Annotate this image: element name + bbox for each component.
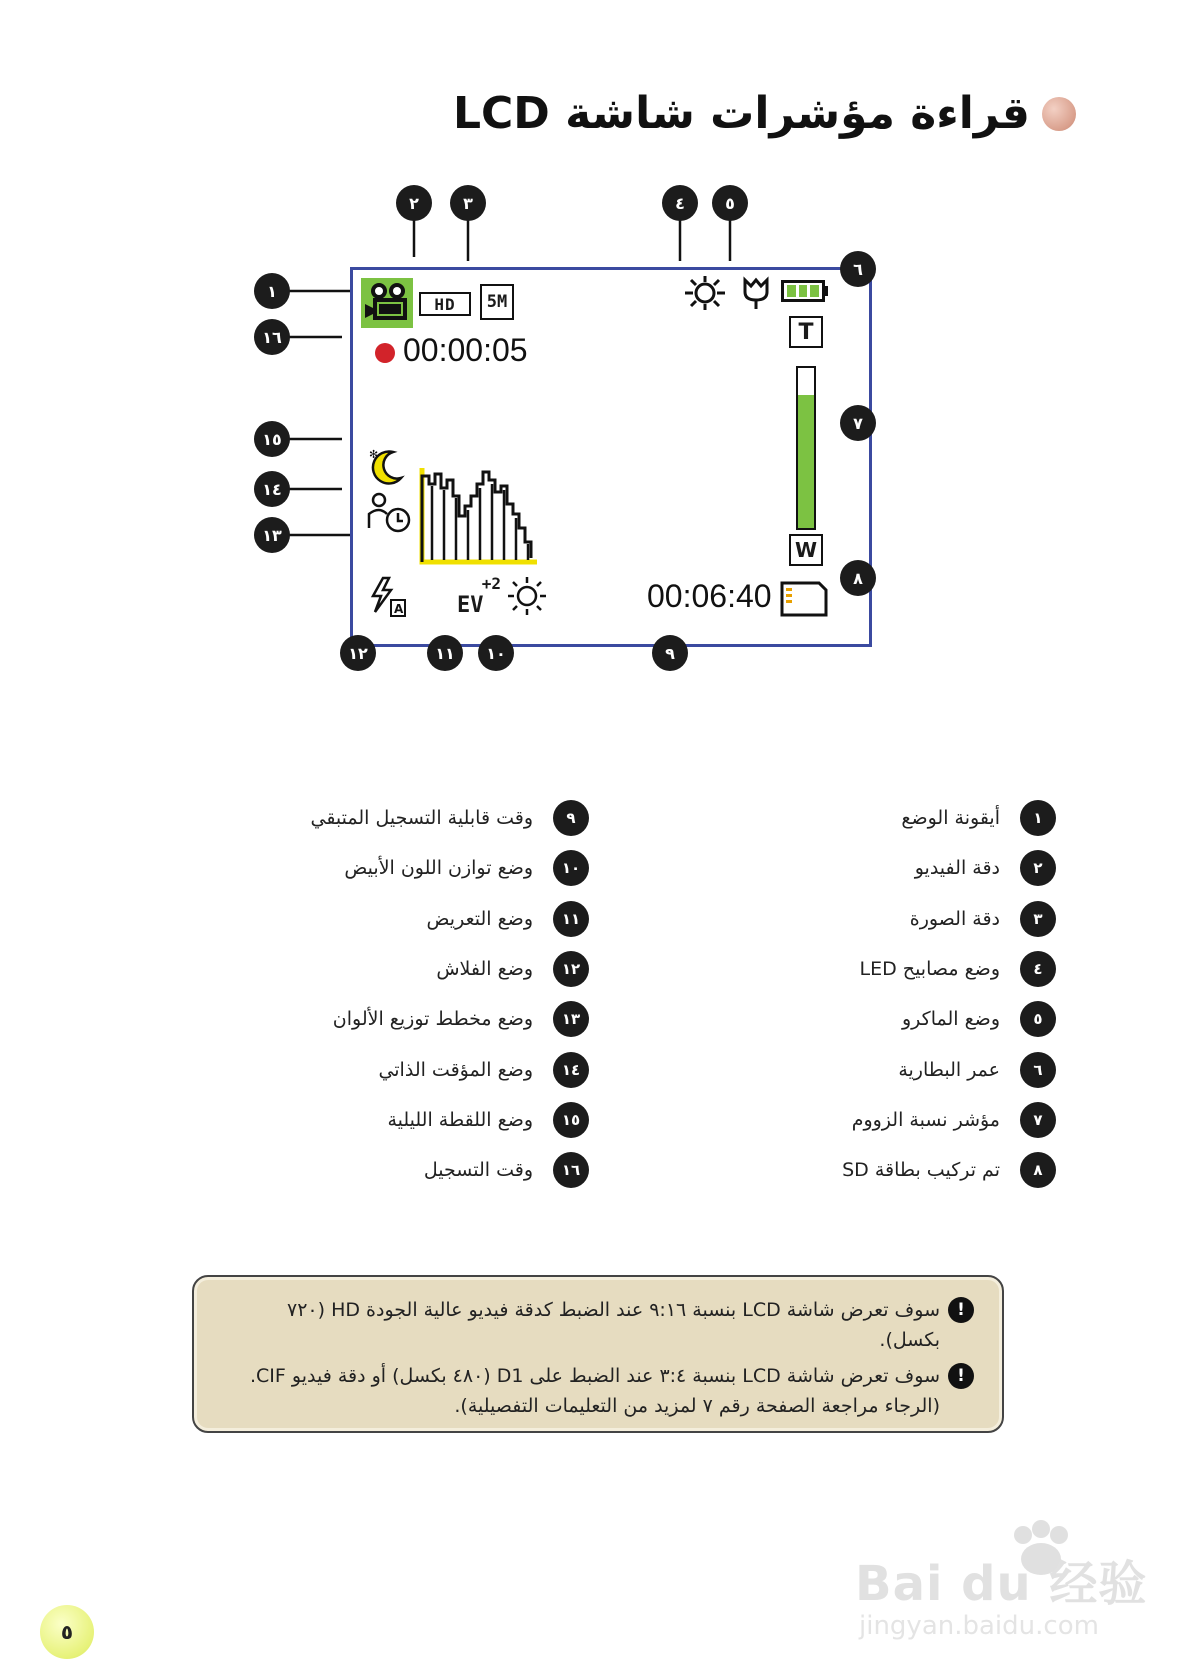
note-2-body [250, 1361, 940, 1421]
legend-label: تم تركيب بطاقة SD [842, 1159, 1000, 1182]
hd-badge [419, 292, 471, 316]
legend-label: دقة الفيديو [914, 857, 1000, 880]
marker-14: ١٤ [254, 471, 290, 507]
legend-item [842, 843, 1056, 893]
legend-label: وضع مخطط توزيع الألوان [332, 1008, 533, 1031]
marker-7: ٧ [840, 405, 876, 441]
legend-label: دقة الصورة [909, 907, 1000, 930]
zoom-tele-label: T [798, 319, 814, 345]
legend-num: ٦ [1020, 1052, 1056, 1088]
zoom-bar [796, 366, 816, 530]
legend-label: وقت التسجيل [423, 1159, 533, 1182]
legend-num: ١١ [553, 901, 589, 937]
legend-label: وضع اللقطة الليلية [387, 1108, 533, 1131]
page-number: ٥ [40, 1605, 94, 1659]
exclamation-icon: ! [948, 1297, 974, 1323]
watermark-url: jingyan.baidu.com [859, 1611, 1099, 1641]
legend-item [842, 1044, 1056, 1094]
lcd-diagram [250, 195, 950, 735]
legend-label: مؤشر نسبة الزووم [851, 1108, 1000, 1131]
battery-tip [823, 286, 828, 296]
legend-num: ١٦ [553, 1152, 589, 1188]
legend-item [842, 1145, 1056, 1195]
legend-num: ٧ [1020, 1102, 1056, 1138]
marker-3: ٣ [450, 185, 486, 221]
zoom-wide-badge [789, 534, 823, 566]
svg-text:✻: ✻ [369, 448, 379, 461]
sd-card-icon [779, 580, 829, 618]
night-moon-icon [365, 446, 405, 488]
legend-label: وضع مصابيح LED [859, 958, 1000, 981]
flash-auto-label: A [394, 602, 404, 616]
watermark-brand: Bai du 经验 [855, 1556, 1148, 1612]
legend-item [842, 1095, 1056, 1145]
legend-label: وقت قابلية التسجيل المتبقي [310, 807, 533, 830]
marker-9: ٩ [652, 635, 688, 671]
legend-item [310, 843, 589, 893]
resolution-label: 5M [486, 292, 508, 312]
legend-label: وضع الماكرو [901, 1008, 1000, 1031]
notes-box [192, 1275, 1004, 1433]
ev-value: +2 [481, 574, 501, 593]
resolution-badge [480, 284, 514, 320]
legend-num: ٨ [1020, 1152, 1056, 1188]
led-light-icon [683, 276, 727, 310]
ev-label: EV [457, 593, 484, 618]
marker-5: ٥ [712, 185, 748, 221]
marker-4: ٤ [662, 185, 698, 221]
legend-num: ١٠ [553, 850, 589, 886]
hd-label: HD [434, 294, 456, 314]
legend-item [842, 944, 1056, 994]
flash-auto-icon [369, 576, 409, 618]
legend-num: ٩ [553, 800, 589, 836]
marker-16: ١٦ [254, 319, 290, 355]
self-timer-icon [365, 492, 413, 536]
zoom-wide-label: W [794, 538, 818, 562]
legend-item [310, 793, 589, 843]
legend-left-column [310, 793, 589, 1195]
legend-num: ٥ [1020, 1001, 1056, 1037]
baidu-watermark [855, 1515, 1148, 1655]
title-bullet-icon [1042, 97, 1076, 131]
battery-icon [781, 280, 825, 302]
video-mode-icon [361, 278, 413, 328]
note-2-text: سوف تعرض شاشة LCD بنسبة ٣:٤ عند الضبط على D1 (٤٨٠ بكسل) أو دقة فيديو CIF. [249, 1365, 940, 1387]
legend-label: عمر البطارية [898, 1058, 1000, 1081]
zoom-tele-badge [789, 316, 823, 348]
legend-num: ١٥ [553, 1102, 589, 1138]
legend-num: ٢ [1020, 850, 1056, 886]
note-1 [222, 1295, 974, 1355]
legend-label: وضع المؤقت الذاتي [378, 1058, 533, 1081]
note-2-subtext: (الرجاء مراجعة الصفحة رقم ٧ لمزيد من التعليمات التفصيلية). [454, 1395, 940, 1417]
marker-1: ١ [254, 273, 290, 309]
marker-15: ١٥ [254, 421, 290, 457]
legend-item [842, 793, 1056, 843]
legend-num: ٤ [1020, 951, 1056, 987]
legend-label: أيقونة الوضع [901, 807, 1000, 830]
record-dot-icon [375, 343, 395, 363]
legend-item [310, 1044, 589, 1094]
marker-12: ١٢ [340, 635, 376, 671]
legend-right-column [842, 793, 1056, 1195]
remaining-time: 00:06:40 [647, 578, 772, 614]
legend-item [310, 1145, 589, 1195]
legend-item [310, 944, 589, 994]
page-title-row [453, 88, 1076, 139]
legend-label: وضع الفلاش [436, 958, 533, 981]
legend-label: وضع توازن اللون الأبيض [344, 857, 533, 880]
exclamation-icon: ! [948, 1363, 974, 1389]
note-1-text: سوف تعرض شاشة LCD بنسبة ٩:١٦ عند الضبط كدقة فيديو عالية الجودة HD (٧٢٠ بكسل). [287, 1299, 940, 1351]
page-title: قراءة مؤشرات شاشة LCD [452, 88, 1030, 139]
legend-num: ١٣ [553, 1001, 589, 1037]
legend-item [310, 1095, 589, 1145]
marker-10: ١٠ [478, 635, 514, 671]
marker-11: ١١ [427, 635, 463, 671]
note-2 [222, 1361, 974, 1421]
marker-6: ٦ [840, 251, 876, 287]
legend-label: وضع التعريض [426, 907, 533, 930]
legend-item [842, 894, 1056, 944]
legend-item [310, 894, 589, 944]
marker-8: ٨ [840, 560, 876, 596]
histogram-icon [419, 466, 541, 566]
legend-item [842, 994, 1056, 1044]
legend-num: ٣ [1020, 901, 1056, 937]
legend-num: ١ [1020, 800, 1056, 836]
white-balance-sun-icon [507, 576, 547, 616]
lcd-screen [350, 267, 872, 647]
marker-13: ١٣ [254, 517, 290, 553]
legend-num: ١٢ [553, 951, 589, 987]
macro-flower-icon [739, 276, 773, 310]
record-time: 00:00:05 [403, 332, 528, 368]
exposure-ev-icon [457, 574, 501, 618]
legend-item [310, 994, 589, 1044]
marker-2: ٢ [396, 185, 432, 221]
legend-num: ١٤ [553, 1052, 589, 1088]
zoom-level-fill [798, 395, 814, 528]
